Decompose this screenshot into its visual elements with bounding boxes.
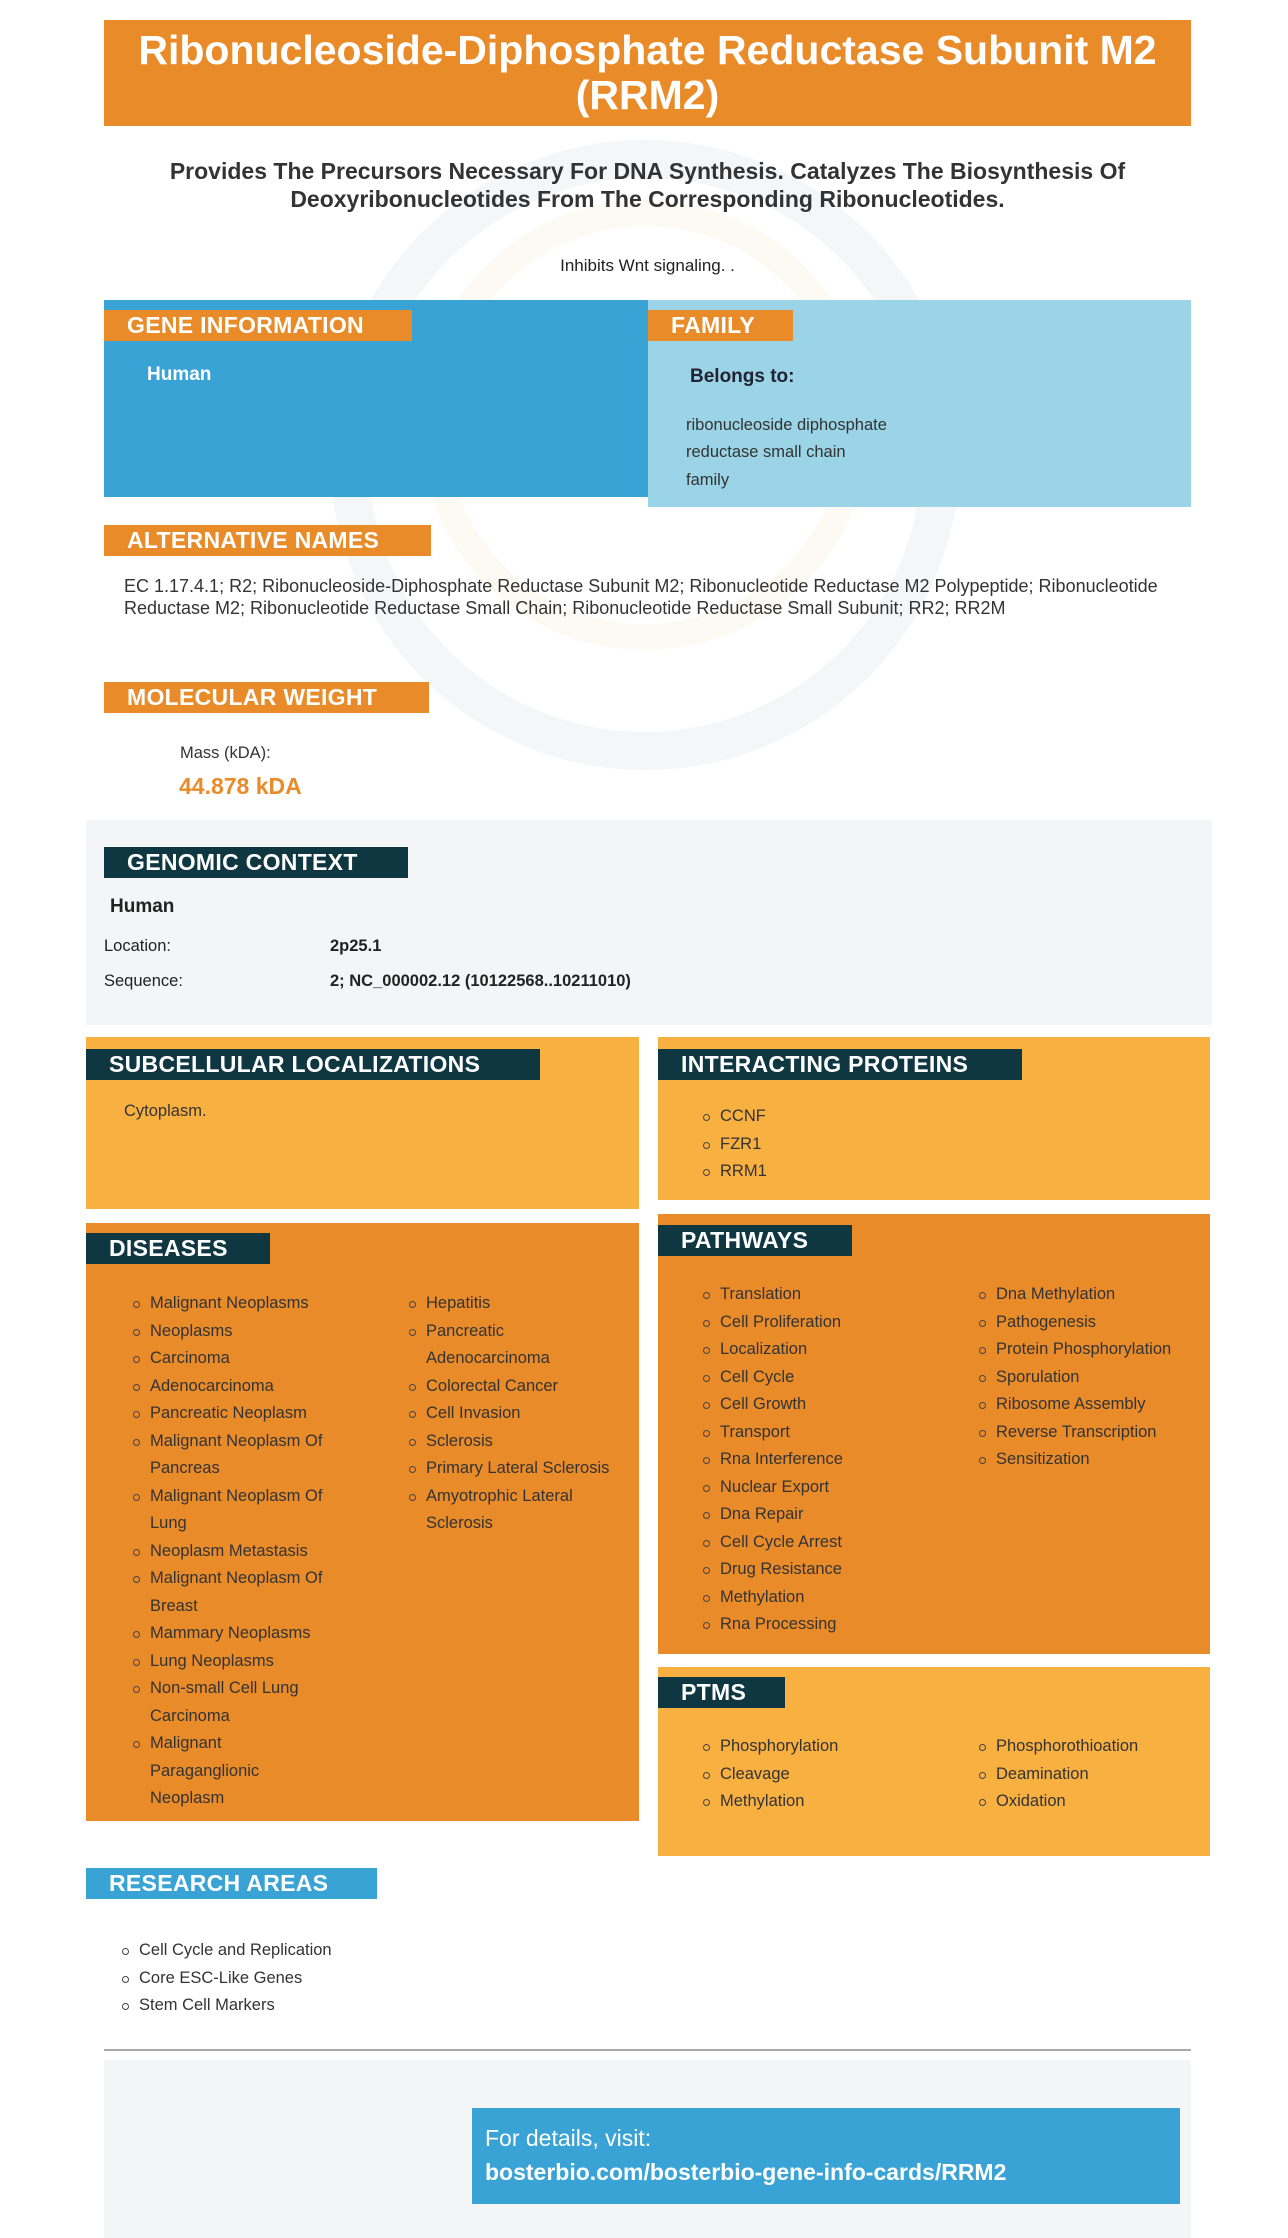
location-label: Location: <box>104 937 171 955</box>
list-item: CCNF <box>700 1103 767 1131</box>
list-item: RRM1 <box>700 1158 767 1186</box>
list-item: Ribosome Assembly <box>976 1391 1206 1419</box>
list-item: Non-small Cell Lung Carcinoma <box>130 1675 350 1730</box>
list-item: Amyotrophic Lateral Sclerosis <box>406 1483 626 1538</box>
pathways-heading: PATHWAYS <box>658 1225 852 1256</box>
list-item: Dna Repair <box>700 1501 950 1529</box>
location-value: 2p25.1 <box>330 937 382 955</box>
interacting-proteins-heading: INTERACTING PROTEINS <box>658 1049 1022 1080</box>
sequence-value: 2; NC_000002.12 (10122568..10211010) <box>330 972 631 990</box>
list-item: Cell Cycle <box>700 1364 950 1392</box>
list-item: Phosphorothioation <box>976 1733 1206 1761</box>
family-line-2: reductase small chain <box>686 443 846 461</box>
family-heading: FAMILY <box>648 310 793 341</box>
genomic-context-heading: GENOMIC CONTEXT <box>104 847 408 878</box>
list-item: Cell Invasion <box>406 1400 626 1428</box>
list-item: Stem Cell Markers <box>119 1992 332 2020</box>
gene-information-heading: GENE INFORMATION <box>104 310 412 341</box>
list-item: Colorectal Cancer <box>406 1373 626 1401</box>
list-item: Adenocarcinoma <box>130 1373 350 1401</box>
list-item: Sclerosis <box>406 1428 626 1456</box>
interacting-proteins-list <box>700 1103 767 1186</box>
list-item: Malignant Neoplasm Of Breast <box>130 1565 350 1620</box>
list-item: Hepatitis <box>406 1290 626 1318</box>
mass-value: 44.878 kDA <box>179 773 302 799</box>
list-item: Carcinoma <box>130 1345 350 1373</box>
list-item: Reverse Transcription <box>976 1419 1206 1447</box>
family-belongs-label: Belongs to: <box>690 366 795 387</box>
details-label: For details, visit: <box>485 2125 652 2151</box>
ptms-list-col1 <box>700 1733 950 1816</box>
research-areas-heading: RESEARCH AREAS <box>86 1868 377 1899</box>
list-item: FZR1 <box>700 1131 767 1159</box>
list-item: Phosphorylation <box>700 1733 950 1761</box>
list-item: Cell Cycle Arrest <box>700 1529 950 1557</box>
list-item: Cell Growth <box>700 1391 950 1419</box>
pathways-list-col1 <box>700 1281 950 1639</box>
molecular-weight-heading: MOLECULAR WEIGHT <box>104 682 429 713</box>
list-item: Nuclear Export <box>700 1474 950 1502</box>
list-item: Malignant Paraganglionic Neoplasm <box>130 1730 270 1813</box>
subcellular-heading: SUBCELLULAR LOCALIZATIONS <box>86 1049 540 1080</box>
details-url-link[interactable]: bosterbio.com/bosterbio-gene-info-cards/RRM2 <box>485 2159 1007 2185</box>
list-item: Translation <box>700 1281 950 1309</box>
page-title: Ribonucleoside-Diphosphate Reductase Subunit M2 (RRM2) <box>104 20 1191 126</box>
list-item: Oxidation <box>976 1788 1206 1816</box>
list-item: Core ESC-Like Genes <box>119 1965 332 1993</box>
list-item: Localization <box>700 1336 950 1364</box>
pathways-list-col2 <box>976 1281 1206 1474</box>
mass-label: Mass (kDA): <box>180 744 271 762</box>
list-item: Transport <box>700 1419 950 1447</box>
list-item: Cell Proliferation <box>700 1309 950 1337</box>
list-item: Pancreatic Adenocarcinoma <box>406 1318 566 1373</box>
protein-function-summary: Provides The Precursors Necessary For DNA Synthesis. Catalyzes The Biosynthesis Of Deoxyribonucleotides From The Corresponding Ribonucleotides. <box>169 158 1126 212</box>
list-item: Pancreatic Neoplasm <box>130 1400 350 1428</box>
list-item: Malignant Neoplasm Of Lung <box>130 1483 350 1538</box>
details-link-box[interactable] <box>472 2108 1180 2204</box>
list-item: Methylation <box>700 1788 950 1816</box>
function-note: Inhibits Wnt signaling. . <box>560 256 735 275</box>
list-item: Drug Resistance <box>700 1556 950 1584</box>
sequence-label: Sequence: <box>104 972 183 990</box>
list-item: Methylation <box>700 1584 950 1612</box>
list-item: Cell Cycle and Replication <box>119 1937 332 1965</box>
list-item: Neoplasm Metastasis <box>130 1538 350 1566</box>
research-areas-list <box>119 1937 332 2020</box>
diseases-list-col2 <box>406 1290 626 1538</box>
family-line-3: family <box>686 471 730 489</box>
list-item: Sensitization <box>976 1446 1206 1474</box>
diseases-list-col1 <box>130 1290 350 1813</box>
list-item: Rna Interference <box>700 1446 950 1474</box>
subcellular-text: Cytoplasm. <box>124 1102 207 1120</box>
list-item: Rna Processing <box>700 1611 950 1639</box>
list-item: Pathogenesis <box>976 1309 1206 1337</box>
list-item: Cleavage <box>700 1761 950 1789</box>
list-item: Sporulation <box>976 1364 1206 1392</box>
genomic-species: Human <box>110 896 175 917</box>
list-item: Protein Phosphorylation <box>976 1336 1206 1364</box>
list-item: Malignant Neoplasm Of Pancreas <box>130 1428 350 1483</box>
list-item: Malignant Neoplasms <box>130 1290 350 1318</box>
gene-species: Human <box>147 364 212 385</box>
family-line-1: ribonucleoside diphosphate <box>686 416 887 434</box>
ptms-list-col2 <box>976 1733 1206 1816</box>
list-item: Primary Lateral Sclerosis <box>406 1455 626 1483</box>
list-item: Dna Methylation <box>976 1281 1206 1309</box>
diseases-heading: DISEASES <box>86 1233 270 1264</box>
list-item: Mammary Neoplasms <box>130 1620 350 1648</box>
alternative-names-text: EC 1.17.4.1; R2; Ribonucleoside-Diphosphate Reductase Subunit M2; Ribonucleotide Reductase M2 Polypeptide; Ribonucleotide Reductase M2; Ribonucleotide Reductase Small Chain; Ribonucleotide Reductase Small Subunit; RR2; RR2M <box>124 576 1158 618</box>
list-item: Neoplasms <box>130 1318 350 1346</box>
list-item: Lung Neoplasms <box>130 1648 350 1676</box>
ptms-heading: PTMS <box>658 1677 785 1708</box>
footer-divider <box>104 2049 1191 2051</box>
alternative-names-heading: ALTERNATIVE NAMES <box>104 525 431 556</box>
list-item: Deamination <box>976 1761 1206 1789</box>
